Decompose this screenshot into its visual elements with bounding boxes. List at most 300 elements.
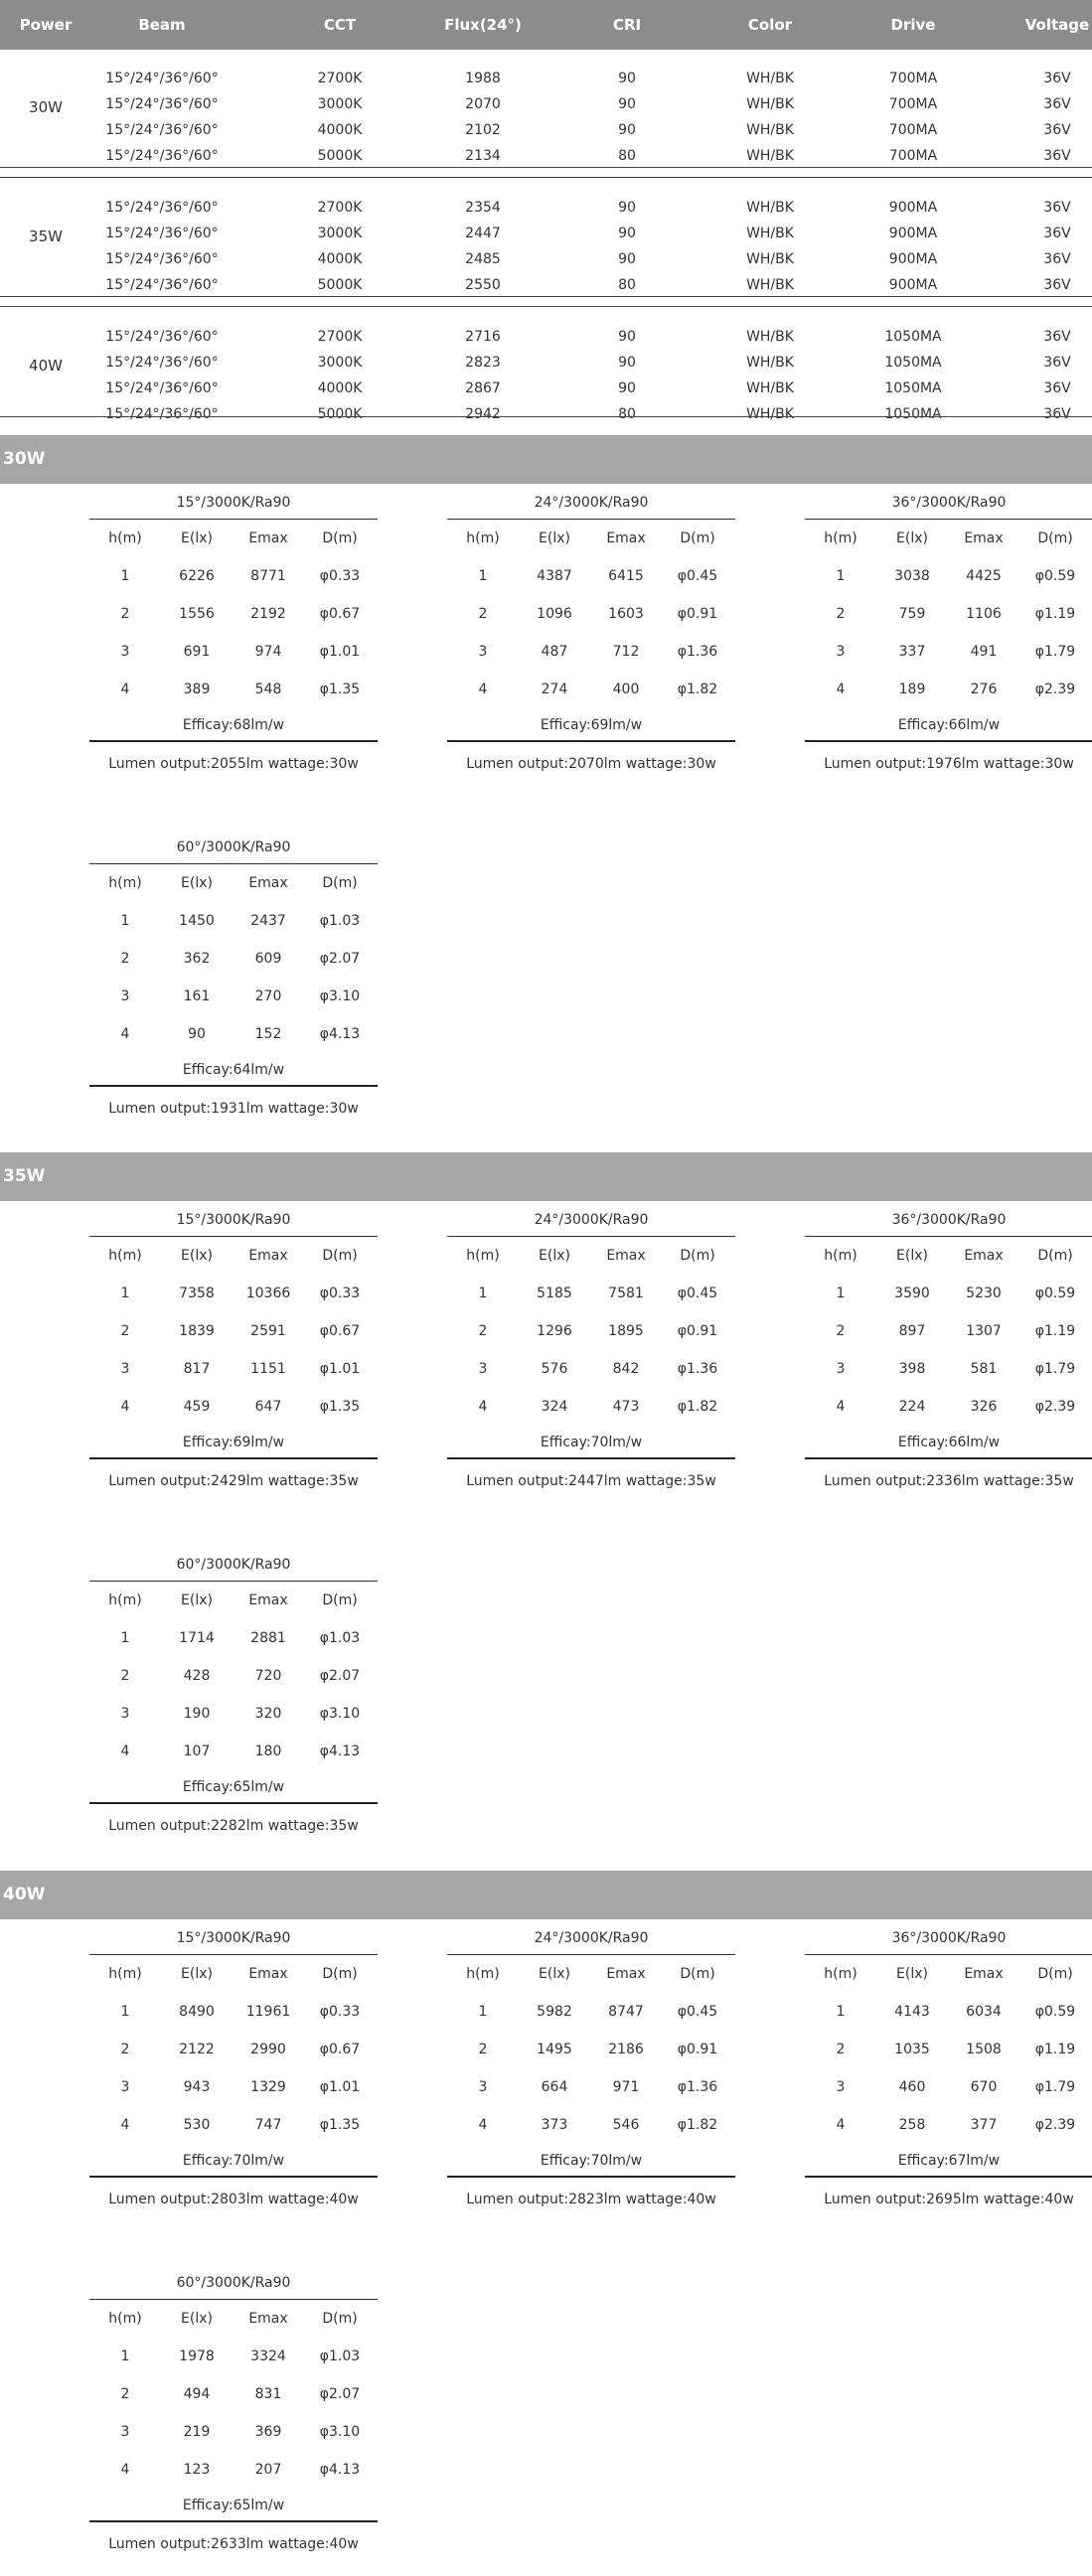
header-color: Color — [747, 16, 793, 34]
beam-card-table — [447, 1236, 735, 1459]
beam-card-cell: 10366 — [245, 1286, 291, 1301]
beam-card-cell: 3324 — [250, 2349, 286, 2364]
beam-card-cell: 2 — [120, 1668, 130, 1684]
beam-card-cell: 3 — [478, 644, 488, 660]
beam-card-cell: 4143 — [894, 2004, 930, 2020]
spec-cell: 4000K — [317, 251, 363, 267]
spec-cell: 15°/24°/36°/60° — [105, 71, 219, 86]
beam-card-cell: 2192 — [250, 606, 286, 622]
beam-card-header-row — [447, 1237, 735, 1275]
beam-card-header-row — [447, 1955, 735, 1993]
beam-card-cell: φ1.79 — [1034, 2079, 1076, 2095]
beam-card-row — [89, 671, 378, 708]
beam-card-cell: 2 — [120, 2042, 130, 2057]
beam-card-cell: 670 — [970, 2079, 998, 2095]
lumen-output-label: Lumen output:2803lm wattage:40w — [108, 2192, 359, 2207]
beam-card-row — [89, 2106, 378, 2144]
beam-card-cell: 1 — [478, 1286, 488, 1301]
beam-card-title: 36°/3000K/Ra90 — [891, 1212, 1007, 1228]
efficacy-label: Efficay:68lm/w — [182, 717, 285, 733]
beam-card-row — [89, 1350, 378, 1388]
beam-card-row — [805, 1388, 1092, 1426]
spec-cell: 80 — [618, 148, 636, 164]
spec-cell: 15°/24°/36°/60° — [105, 200, 219, 216]
column-header: D(m) — [322, 1966, 358, 1982]
beam-card-cell: 1978 — [179, 2349, 215, 2364]
beam-card-cell: 5982 — [537, 2004, 572, 2020]
column-header: D(m) — [322, 530, 358, 546]
spec-group — [0, 50, 1092, 165]
beam-card-cell: φ2.39 — [1034, 2117, 1076, 2133]
beam-card-row — [89, 1312, 378, 1350]
beam-card — [805, 491, 1092, 789]
spec-cell: 36V — [1043, 251, 1071, 267]
beam-card-cell: φ3.10 — [319, 2424, 361, 2440]
beam-card-cell: 3 — [120, 644, 130, 660]
spec-cell: 2070 — [465, 96, 501, 112]
beam-card-row — [89, 978, 378, 1015]
spec-cell: 1050MA — [884, 355, 942, 371]
beam-card-cell: 8490 — [179, 2004, 215, 2020]
beam-card-cell: 107 — [183, 1743, 211, 1759]
header-cct: CCT — [323, 16, 357, 34]
beam-card-cell: 4 — [120, 2462, 130, 2478]
beam-card-cell: φ1.35 — [319, 682, 361, 697]
column-header: h(m) — [108, 1966, 142, 1982]
beam-card-cell: 1895 — [608, 1323, 644, 1339]
beam-card-cell: φ0.59 — [1034, 2004, 1076, 2020]
beam-card-title: 24°/3000K/Ra90 — [534, 1212, 649, 1228]
beam-card-row — [447, 671, 735, 708]
spec-cell: 90 — [618, 251, 636, 267]
column-header: E(lx) — [181, 1592, 213, 1608]
beam-card-cell: φ4.13 — [319, 1026, 361, 1042]
spec-cell: WH/BK — [746, 148, 794, 164]
spec-cell: 900MA — [888, 277, 938, 293]
beam-card-cell: φ0.33 — [319, 1286, 361, 1301]
spec-cell: 15°/24°/36°/60° — [105, 277, 219, 293]
beam-card-cell: 2 — [120, 951, 130, 967]
beam-card-cell: 1714 — [179, 1630, 215, 1646]
section-title: 35W — [3, 1166, 46, 1186]
column-header: Emax — [248, 530, 288, 546]
beam-card-cell: φ2.07 — [319, 1668, 361, 1684]
lumen-output-label: Lumen output:2336lm wattage:35w — [824, 1473, 1074, 1489]
spec-cell: 4000K — [317, 380, 363, 396]
beam-card-cell: 180 — [254, 1743, 282, 1759]
beam-card-cell: 759 — [898, 606, 926, 622]
beam-card-cell: 1 — [120, 1630, 130, 1646]
beam-card-cell: 4 — [836, 682, 846, 697]
beam-card — [447, 491, 735, 789]
beam-card-cell: 3 — [120, 1361, 130, 1377]
spec-divider — [0, 167, 1092, 168]
column-header: E(lx) — [539, 1966, 570, 1982]
beam-card-table — [805, 1236, 1092, 1459]
beam-card-cell: φ1.19 — [1034, 606, 1076, 622]
spec-row — [0, 246, 1092, 272]
beam-card-cell: 1151 — [250, 1361, 286, 1377]
beam-card-row — [447, 633, 735, 671]
beam-card-cell: 1508 — [966, 2042, 1002, 2057]
beam-card-cell: 7581 — [608, 1286, 644, 1301]
column-header: h(m) — [824, 1248, 858, 1264]
beam-card-table — [89, 863, 378, 1087]
column-header: h(m) — [108, 530, 142, 546]
beam-card-cell: 494 — [183, 2386, 211, 2402]
beam-card-row — [805, 1312, 1092, 1350]
spec-row — [0, 143, 1092, 169]
column-header: Emax — [606, 530, 646, 546]
efficacy-label: Efficay:69lm/w — [540, 717, 643, 733]
beam-card-row — [447, 595, 735, 633]
beam-card-title: 24°/3000K/Ra90 — [534, 1930, 649, 1946]
beam-card-cell: 2122 — [179, 2042, 215, 2057]
column-header: Emax — [248, 875, 288, 891]
beam-card-cell: 1096 — [537, 606, 572, 622]
beam-card-cell: 123 — [183, 2462, 211, 2478]
beam-card-cell: 4 — [836, 1399, 846, 1415]
column-header: Emax — [248, 2311, 288, 2327]
column-header: E(lx) — [539, 530, 570, 546]
beam-card-header-row — [89, 1237, 378, 1275]
spec-cell: WH/BK — [746, 122, 794, 138]
spec-cell: 900MA — [888, 251, 938, 267]
beam-card-header-row — [89, 1582, 378, 1619]
beam-card-cell: 2 — [478, 606, 488, 622]
spec-cell: 4000K — [317, 122, 363, 138]
efficacy-label: Efficay:67lm/w — [897, 2153, 1001, 2169]
spec-cell: 2134 — [465, 148, 501, 164]
spec-cell: 2550 — [465, 277, 501, 293]
beam-card-cell: 8747 — [608, 2004, 644, 2020]
beam-card-cell: 3 — [478, 2079, 488, 2095]
beam-card — [89, 491, 378, 789]
beam-card-row — [805, 2106, 1092, 2144]
beam-card-table — [89, 1236, 378, 1459]
spec-cell: 2867 — [465, 380, 501, 396]
beam-card-cell: 897 — [898, 1323, 926, 1339]
column-header: D(m) — [680, 530, 715, 546]
spec-cell: WH/BK — [746, 96, 794, 112]
spec-cell: 36V — [1043, 355, 1071, 371]
beam-card-cell: 842 — [612, 1361, 640, 1377]
beam-card-cell: 2 — [478, 1323, 488, 1339]
beam-card-row — [89, 1275, 378, 1312]
efficacy-label: Efficay:70lm/w — [182, 2153, 285, 2169]
column-header: E(lx) — [181, 1248, 213, 1264]
beam-card-row — [89, 2375, 378, 2413]
beam-card-cell: φ1.03 — [319, 2349, 361, 2364]
spec-cell: 36V — [1043, 226, 1071, 241]
beam-card-cell: 2 — [120, 606, 130, 622]
beam-card-row — [89, 1993, 378, 2031]
beam-card-cell: 647 — [254, 1399, 282, 1415]
beam-card-title: 36°/3000K/Ra90 — [891, 1930, 1007, 1946]
spec-cell: 36V — [1043, 96, 1071, 112]
lumen-output-label: Lumen output:2633lm wattage:40w — [108, 2536, 359, 2552]
spec-cell: 15°/24°/36°/60° — [105, 355, 219, 371]
spec-row — [0, 324, 1092, 350]
efficacy-label: Efficay:66lm/w — [897, 1435, 1001, 1450]
spec-cell: 2700K — [317, 200, 363, 216]
column-header: h(m) — [466, 530, 500, 546]
lumen-output-label: Lumen output:1931lm wattage:30w — [108, 1101, 359, 1117]
lumen-output-label: Lumen output:2070lm wattage:30w — [466, 756, 716, 772]
column-header: E(lx) — [181, 530, 213, 546]
spec-cell: WH/BK — [746, 251, 794, 267]
beam-card-cell: 691 — [183, 644, 211, 660]
beam-card-row — [805, 557, 1092, 595]
beam-card-cell: φ4.13 — [319, 1743, 361, 1759]
beam-card-row — [805, 1275, 1092, 1312]
beam-card-cell: 1495 — [537, 2042, 572, 2057]
spec-cell: 90 — [618, 122, 636, 138]
spec-cell: WH/BK — [746, 277, 794, 293]
beam-card-row — [447, 1993, 735, 2031]
beam-card-table — [805, 1954, 1092, 2178]
spec-cell: 3000K — [317, 96, 363, 112]
beam-card-cell: 1839 — [179, 1323, 215, 1339]
section-header — [0, 1871, 1092, 1919]
spec-cell: 2700K — [317, 329, 363, 345]
beam-card-table — [89, 1954, 378, 2178]
spec-cell: 2447 — [465, 226, 501, 241]
beam-card-row — [89, 1015, 378, 1053]
spec-cell: WH/BK — [746, 380, 794, 396]
beam-card-cell: φ0.45 — [677, 2004, 718, 2020]
beam-card-title: 60°/3000K/Ra90 — [176, 2275, 291, 2291]
beam-card-title: 60°/3000K/Ra90 — [176, 839, 291, 855]
efficacy-label: Efficay:64lm/w — [182, 1062, 285, 1078]
beam-card-cell: φ0.33 — [319, 568, 361, 584]
spec-row — [0, 401, 1092, 427]
beam-card-cell: 2881 — [250, 1630, 286, 1646]
beam-card-cell: φ0.91 — [677, 2042, 718, 2057]
beam-card-cell: φ1.19 — [1034, 1323, 1076, 1339]
beam-card-cell: 971 — [612, 2079, 640, 2095]
beam-card-cell: 224 — [898, 1399, 926, 1415]
spec-row — [0, 66, 1092, 91]
spec-cell: 2102 — [465, 122, 501, 138]
spec-cell: 90 — [618, 200, 636, 216]
beam-card-cell: φ0.67 — [319, 2042, 361, 2057]
beam-card-cell: 7358 — [179, 1286, 215, 1301]
beam-card-cell: 487 — [541, 644, 568, 660]
beam-card-cell: 6034 — [966, 2004, 1002, 2020]
section-title: 30W — [3, 449, 46, 469]
spec-cell: 36V — [1043, 329, 1071, 345]
beam-card-cell: 1329 — [250, 2079, 286, 2095]
beam-card-cell: φ1.36 — [677, 2079, 718, 2095]
beam-card-row — [89, 633, 378, 671]
beam-card-cell: φ0.67 — [319, 1323, 361, 1339]
beam-card-cell: 831 — [254, 2386, 282, 2402]
spec-cell: 700MA — [888, 71, 938, 86]
beam-card-cell: 11961 — [245, 2004, 291, 2020]
column-header: D(m) — [322, 875, 358, 891]
beam-card-cell: φ0.45 — [677, 568, 718, 584]
beam-card — [89, 2271, 378, 2569]
beam-card — [805, 1926, 1092, 2224]
spec-cell: WH/BK — [746, 71, 794, 86]
beam-card-cell: φ0.45 — [677, 1286, 718, 1301]
beam-card-cell: 3038 — [894, 568, 930, 584]
beam-card-title: 15°/3000K/Ra90 — [176, 1930, 291, 1946]
spec-cell: 15°/24°/36°/60° — [105, 122, 219, 138]
beam-card-row — [89, 2338, 378, 2375]
beam-card-row — [447, 557, 735, 595]
beam-card-row — [89, 902, 378, 940]
beam-card-cell: 337 — [898, 644, 926, 660]
section-header — [0, 1152, 1092, 1201]
spec-cell: 80 — [618, 277, 636, 293]
beam-card-cell: 5185 — [537, 1286, 572, 1301]
beam-card-cell: φ0.67 — [319, 606, 361, 622]
beam-card-cell: 161 — [183, 988, 211, 1004]
spec-divider — [0, 416, 1092, 417]
beam-card-cell: 4 — [478, 682, 488, 697]
column-header: E(lx) — [181, 875, 213, 891]
header-power: Power — [19, 16, 73, 34]
beam-card-cell: 400 — [612, 682, 640, 697]
beam-card-cell: φ0.33 — [319, 2004, 361, 2020]
spec-cell: 1988 — [465, 71, 501, 86]
beam-card-row — [89, 2451, 378, 2489]
beam-card-cell: 373 — [541, 2117, 568, 2133]
column-header: Emax — [248, 1966, 288, 1982]
beam-card-cell: 324 — [541, 1399, 568, 1415]
beam-card-cell: φ3.10 — [319, 988, 361, 1004]
beam-card-cell: 712 — [612, 644, 640, 660]
beam-card-cell: 8771 — [250, 568, 286, 584]
spec-cell: 5000K — [317, 406, 363, 422]
column-header: E(lx) — [539, 1248, 570, 1264]
beam-card-cell: φ0.59 — [1034, 1286, 1076, 1301]
beam-card-cell: φ1.79 — [1034, 644, 1076, 660]
beam-card — [447, 1926, 735, 2224]
lumen-output-label: Lumen output:1976lm wattage:30w — [824, 756, 1074, 772]
beam-card-table — [447, 519, 735, 742]
column-header: D(m) — [322, 2311, 358, 2327]
spec-cell: 15°/24°/36°/60° — [105, 406, 219, 422]
beam-card-cell: 2 — [120, 2386, 130, 2402]
beam-card-cell: 2990 — [250, 2042, 286, 2057]
section-title: 40W — [3, 1885, 46, 1904]
beam-card-row — [805, 633, 1092, 671]
beam-card-cell: φ1.03 — [319, 913, 361, 929]
spec-table — [0, 0, 1092, 422]
spec-row — [0, 376, 1092, 401]
beam-card-cell: 3 — [836, 2079, 846, 2095]
column-header: D(m) — [322, 1592, 358, 1608]
spec-cell: WH/BK — [746, 329, 794, 345]
beam-card-cell: 3 — [120, 1706, 130, 1722]
beam-card-cell: φ1.01 — [319, 2079, 361, 2095]
beam-card-cell: 1 — [120, 1286, 130, 1301]
beam-card-cell: 4 — [120, 2117, 130, 2133]
spec-cell: WH/BK — [746, 226, 794, 241]
beam-card-header-row — [89, 2300, 378, 2338]
column-header: E(lx) — [896, 530, 928, 546]
beam-card — [447, 1208, 735, 1506]
spec-cell: 3000K — [317, 226, 363, 241]
column-header: D(m) — [322, 1248, 358, 1264]
beam-card-row — [89, 1733, 378, 1770]
beam-card-row — [805, 1350, 1092, 1388]
spec-cell: 15°/24°/36°/60° — [105, 148, 219, 164]
lumen-output-label: Lumen output:2055lm wattage:30w — [108, 756, 359, 772]
spec-cell: 36V — [1043, 71, 1071, 86]
beam-card-title: 24°/3000K/Ra90 — [534, 495, 649, 511]
beam-card-row — [89, 1657, 378, 1695]
spec-row — [0, 272, 1092, 298]
spec-power-cell: 40W — [29, 357, 63, 375]
beam-card-cell: 1296 — [537, 1323, 572, 1339]
spec-cell: 900MA — [888, 226, 938, 241]
column-header: D(m) — [1037, 1248, 1073, 1264]
beam-card-cell: 2 — [478, 2042, 488, 2057]
spec-row — [0, 350, 1092, 376]
beam-card-title: 15°/3000K/Ra90 — [176, 1212, 291, 1228]
header-beam: Beam — [138, 16, 186, 34]
beam-card-cell: φ1.35 — [319, 1399, 361, 1415]
spec-cell: 2942 — [465, 406, 501, 422]
column-header: Emax — [964, 1248, 1004, 1264]
beam-card-cell: 3 — [120, 988, 130, 1004]
beam-card-row — [805, 671, 1092, 708]
beam-card-row — [447, 2031, 735, 2068]
beam-card-cell: φ1.82 — [677, 2117, 718, 2133]
column-header: D(m) — [1037, 530, 1073, 546]
spec-cell: 2716 — [465, 329, 501, 345]
beam-card-cell: 4 — [120, 682, 130, 697]
beam-card-cell: 1106 — [966, 606, 1002, 622]
beam-card-cell: 459 — [183, 1399, 211, 1415]
beam-card-row — [89, 2413, 378, 2451]
beam-card-header-row — [805, 1955, 1092, 1993]
beam-card-cell: 3590 — [894, 1286, 930, 1301]
column-header: h(m) — [824, 530, 858, 546]
beam-card-table — [805, 519, 1092, 742]
spec-cell: WH/BK — [746, 200, 794, 216]
beam-card-cell: 258 — [898, 2117, 926, 2133]
beam-card-cell: 326 — [970, 1399, 998, 1415]
header-cri: CRI — [612, 16, 642, 34]
beam-card-cell: 369 — [254, 2424, 282, 2440]
beam-card-cell: φ2.39 — [1034, 1399, 1076, 1415]
column-header: E(lx) — [181, 2311, 213, 2327]
spec-cell: 90 — [618, 380, 636, 396]
section-header — [0, 435, 1092, 484]
beam-card-cell: 207 — [254, 2462, 282, 2478]
beam-card-cell: 1 — [120, 2349, 130, 2364]
spec-cell: 2354 — [465, 200, 501, 216]
column-header: h(m) — [824, 1966, 858, 1982]
beam-card-header-row — [447, 520, 735, 557]
beam-card-cell: 4425 — [966, 568, 1002, 584]
efficacy-label: Efficay:70lm/w — [540, 1435, 643, 1450]
beam-card-row — [805, 595, 1092, 633]
header-voltage: Voltage — [1024, 16, 1090, 34]
beam-card-header-row — [89, 520, 378, 557]
beam-card-cell: 2 — [836, 606, 846, 622]
header-drive: Drive — [890, 16, 936, 34]
beam-card-table — [89, 2299, 378, 2522]
beam-card-cell: φ1.82 — [677, 1399, 718, 1415]
beam-card-cell: 546 — [612, 2117, 640, 2133]
beam-card-cell: 4 — [836, 2117, 846, 2133]
